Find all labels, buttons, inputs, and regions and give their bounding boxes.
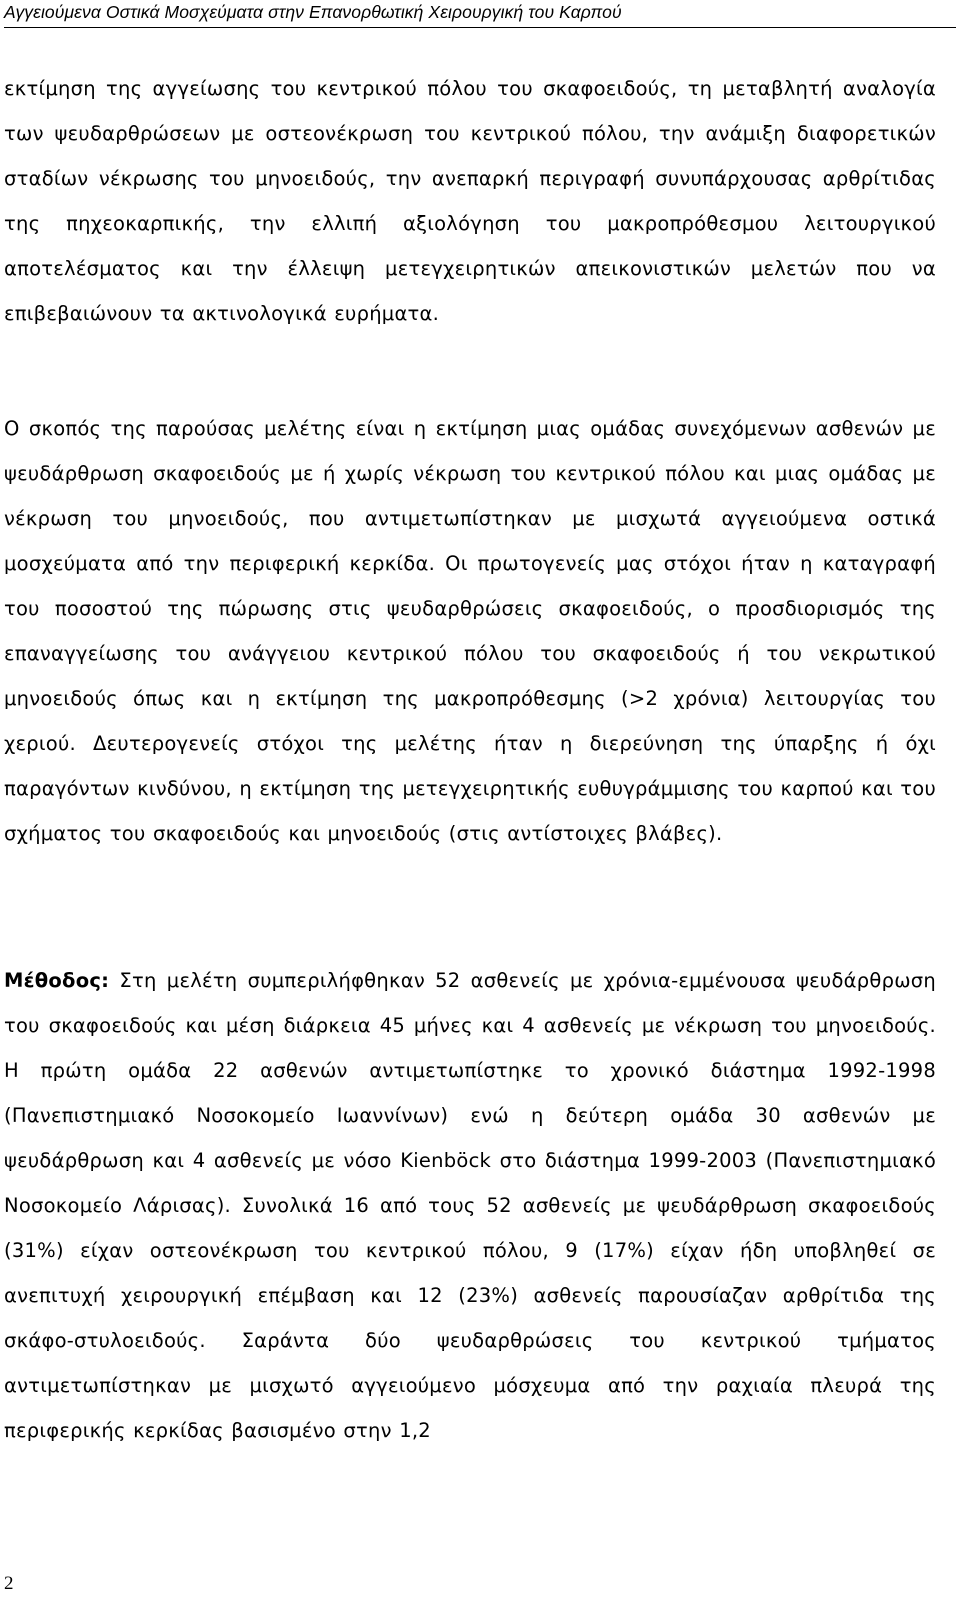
methods-heading: Μέθοδος: (4, 969, 110, 992)
page-number: 2 (4, 1573, 14, 1594)
paragraph-aims: Ο σκοπός της παρούσας μελέτης είναι η εκτίμηση μιας ομάδας συνεχόμενων ασθενών με ψευδάρθρωση σκαφοειδούς με ή χωρίς νέκρωση του κεντρικού πόλου και μιας ομάδας με νέκρωση του μηνοειδούς, που αντιμετωπίστηκαν με μισχωτά αγγειούμενα οστικά μοσχεύματα από την περιφερική κερκίδα. Οι πρωτογενείς μας στόχοι ήταν η καταγραφή του ποσοστού της πώρωσης στις ψευδαρθρώσεις σκαφοειδούς, ο προσδιορισμός της επαναγγείωσης του ανάγγειου κεντρικού πόλου του σκαφοειδούς ή του νεκρωτικού μηνοειδούς όπως και η εκτίμηση της μακροπρόθεσμης (>2 χρόνια) λειτουργίας του χεριού. Δευτερογενείς στόχοι της μελέτης ήταν η διερεύνηση της ύπαρξης ή όχι παραγόντων κινδύνου, η εκτίμηση της μετεγχειρητικής ευθυγράμμισης του καρπού και του σχήματος του σκαφοειδούς και μηνοειδούς (στις αντίστοιχες βλάβες). (4, 417, 936, 845)
header-divider (4, 27, 956, 28)
running-header-title: Αγγειούμενα Οστικά Μοσχεύματα στην Επανορθωτική Χειρουργική του Καρπού (4, 2, 622, 22)
paragraph-intro-continuation: εκτίμηση της αγγείωσης του κεντρικού πόλου του σκαφοειδούς, τη μεταβλητή αναλογία των ψευδαρθρώσεων με οστεονέκρωση του κεντρικού πόλου, την ανάμιξη διαφορετικών σταδίων νέκρωσης του μηνοειδούς, την ανεπαρκή περιγραφή συνυπάρχουσας αρθρίτιδας της πηχεοκαρπικής, την ελλιπή αξιολόγηση του μακροπρόθεσμου λειτουργικού αποτελέσματος και την έλλειψη μετεγχειρητικών απεικονιστικών μελετών που να επιβεβαιώνουν τα ακτινολογικά ευρήματα. (4, 77, 936, 325)
methods-text: Στη μελέτη συμπεριλήφθηκαν 52 ασθενείς με χρόνια-εμμένουσα ψευδάρθρωση του σκαφοειδούς και μέση διάρκεια 45 μήνες και 4 ασθενείς με νέκρωση του μηνοειδούς. Η πρώτη ομάδα 22 ασθενών αντιμετωπίστηκε το χρονικό διάστημα 1992-1998 (Πανεπιστημιακό Νοσοκομείο Ιωαννίνων) ενώ η δεύτερη ομάδα 30 ασθενών με ψευδάρθρωση και 4 ασθενείς με νόσο Kienböck στο διάστημα 1999-2003 (Πανεπιστημιακό Νοσοκομείο Λάρισας). Συνολικά 16 από τους 52 ασθενείς με ψευδάρθρωση σκαφοειδούς (31%) είχαν οστεονέκρωση του κεντρικού πόλου, 9 (17%) είχαν ήδη υποβληθεί σε ανεπιτυχή χειρουργική επέμβαση και 12 (23%) ασθενείς παρουσίαζαν αρθρίτιδα της σκάφο-στυλοειδούς. Σαράντα δύο ψευδαρθρώσεις του κεντρικού τμήματος αντιμετωπίστηκαν με μισχωτό αγγειούμενο μόσχευμα από την ραχιαία πλευρά της περιφερικής κερκίδας βασισμένο στην 1,2 (4, 969, 936, 1442)
paragraph-methods (4, 958, 936, 1453)
